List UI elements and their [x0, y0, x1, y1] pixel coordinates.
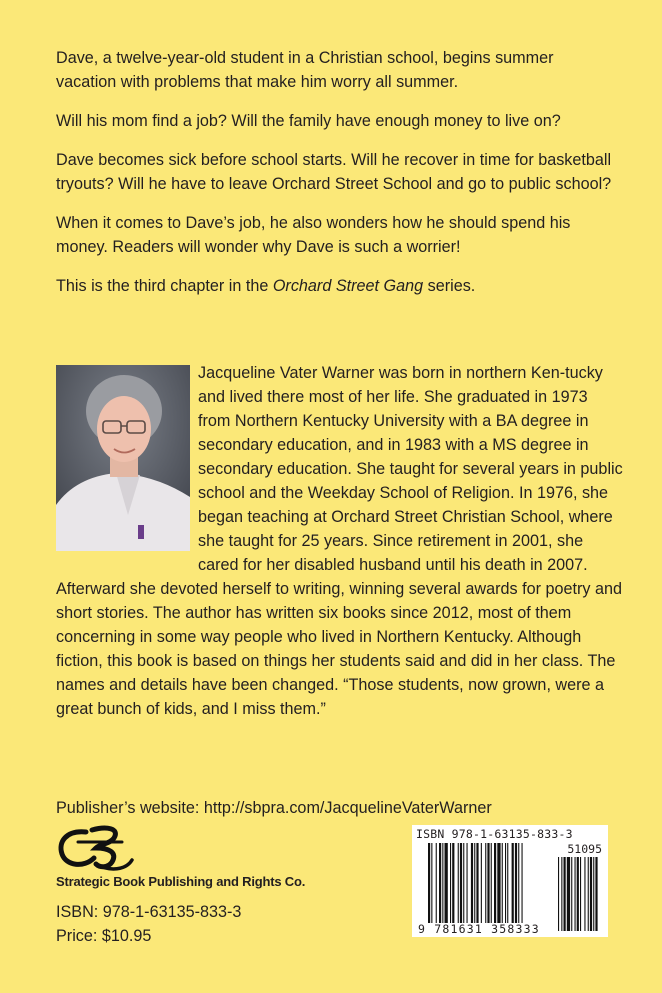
barcode-addon-bar [564, 857, 566, 931]
barcode-bar [502, 843, 503, 923]
barcode-bar [481, 843, 482, 923]
barcode-bar [458, 843, 459, 923]
barcode-addon-bar [580, 857, 581, 931]
barcode-bar [505, 843, 506, 923]
barcode-bar [507, 843, 508, 923]
barcode-addon-bar [590, 857, 592, 931]
barcode-bar [460, 843, 462, 923]
barcode-addon-bar [577, 857, 579, 931]
blurb-paragraph: Dave, a twelve-year-old student in a Christian school, begins summer vacation with problems that make him worry all summer. [56, 49, 554, 91]
blurb-paragraph: Dave becomes sick before school starts. Will he recover in time for basketball tryouts? Will he have to leave Orchard Street School and go to public school? [56, 151, 612, 193]
author-bio: Jacqueline Vater Warner was born in northern Ken-tucky and lived there most of her life. She graduated in 1973 from Northern Kentucky University with a BA degree in secondary education, and in 1983 with a MS degree in secondary education. She taught for several years in public school and the Weekday School of Religion. In 1976, she began teaching at Orchard Street Christian School, where she taught for 25 years. Since retirement in 2001, she cared for her disabled husband until his death in 2007. Afterward she devoted herself to writing, winning several awards for poetry and short stories. The author has written six books since 2012, most of them concerning in some way people who lived in Northern Kentucky. Although fiction, this book is based on things her students said and did in her class. The names and details have been changed. “Those students, now grown, were a great bunch of kids, and I miss them.” [56, 364, 623, 718]
barcode-bar [445, 843, 448, 923]
barcode-bar [476, 843, 478, 923]
barcode-bar [431, 843, 432, 923]
barcode-addon-bar [588, 857, 589, 931]
barcode-addon-bar [593, 857, 594, 931]
publisher-website: Publisher’s website: http://sbpra.com/JacquelineVaterWarner [56, 799, 492, 817]
barcode-addon-bar [567, 857, 570, 931]
barcode-isbn-label: ISBN 978-1-63135-833-3 [416, 827, 573, 841]
back-cover-blurb [56, 46, 616, 313]
series-title: Orchard Street Gang [272, 277, 424, 295]
barcode-bar [487, 843, 489, 923]
barcode-bar [439, 843, 441, 923]
series-note: This is the third chapter in the Orchard Street Gang series. [56, 277, 476, 295]
publisher-name: Strategic Book Publishing and Rights Co. [56, 874, 306, 889]
barcode-bar [436, 843, 437, 923]
barcode-addon-digits: 51095 [567, 842, 602, 856]
isbn-text: ISBN: 978-1-63135-833-3 [56, 903, 242, 921]
barcode-bar [512, 843, 514, 923]
barcode-bar [497, 843, 500, 923]
blurb-paragraph: Will his mom find a job? Will the family have enough money to live on? [56, 112, 561, 130]
barcode-bar [442, 843, 443, 923]
barcode-bar [452, 843, 454, 923]
isbn-barcode [412, 825, 608, 937]
barcode-bar [522, 843, 523, 923]
publisher-logo [56, 822, 136, 874]
barcode-bar [518, 843, 519, 923]
barcode-bar [428, 843, 430, 923]
blurb-paragraph: When it comes to Dave’s job, he also wonders how he should spend his money. Readers will wonder why Dave is such a worrier! [56, 214, 571, 256]
barcode-addon-bar [561, 857, 562, 931]
barcode-addon-bar [584, 857, 585, 931]
barcode-bar [463, 843, 464, 923]
barcode-addon-bar [558, 857, 559, 931]
barcode-bar [515, 843, 517, 923]
barcode-bar [450, 843, 451, 923]
barcode-bar [467, 843, 468, 923]
price-text: Price: $10.95 [56, 927, 152, 945]
barcode-bar [491, 843, 492, 923]
barcode-bar [471, 843, 473, 923]
barcode-bar [474, 843, 475, 923]
barcode-digits: 9 781631 358333 [418, 922, 540, 936]
author-photo [56, 365, 190, 551]
barcode-addon-bar [571, 857, 572, 931]
about-the-author [56, 361, 624, 721]
barcode-addon-bar [575, 857, 576, 931]
barcode-bar [485, 843, 486, 923]
barcode-bar [494, 843, 496, 923]
barcode-addon-bar [595, 857, 597, 931]
